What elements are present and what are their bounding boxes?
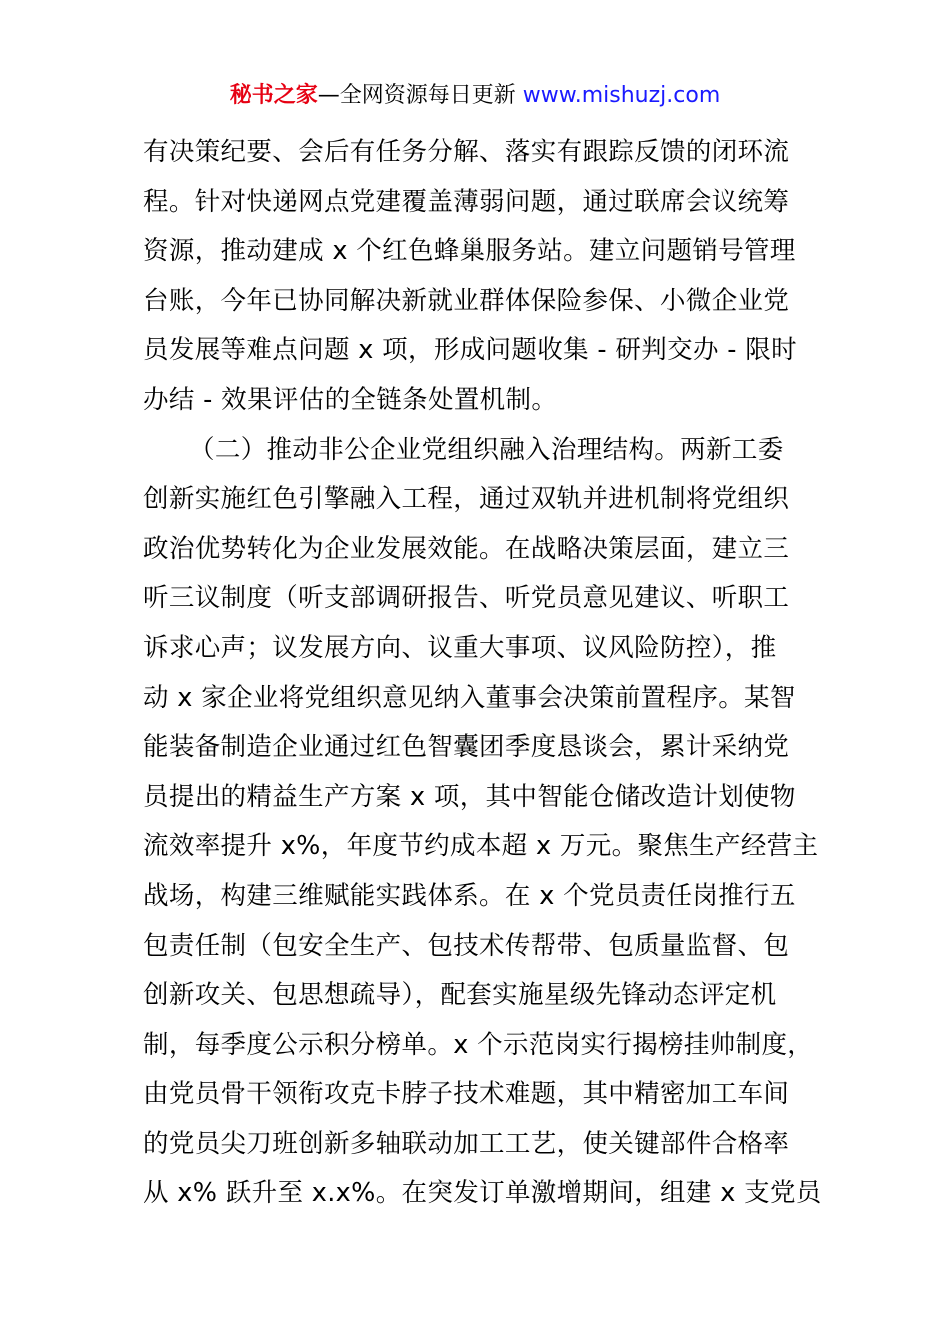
text-line: 员提出的精益生产方案 x 项，其中智能仓储改造计划使物 bbox=[143, 781, 796, 812]
text-line: 员发展等难点问题 x 项，形成问题收集 - 研判交办 - 限时 bbox=[143, 335, 797, 366]
text-line: 资源，推动建成 x 个红色蜂巢服务站。建立问题销号管理 bbox=[143, 236, 796, 267]
text-line: 台账，今年已协同解决新就业群体保险参保、小微企业党 bbox=[143, 285, 790, 316]
text-line: 从 x% 跃升至 x.x%。在突发订单激增期间，组建 x 支党员 bbox=[143, 1178, 822, 1209]
text-line: 的党员尖刀班创新多轴联动加工工艺，使关键部件合格率 bbox=[143, 1128, 790, 1159]
section-heading-line: （二）推动非公企业党组织融入治理结构。两新工委 bbox=[189, 434, 784, 465]
header-brand: 秘书之家 bbox=[229, 83, 318, 108]
text-line: 政治优势转化为企业发展效能。在战略决策层面，建立三 bbox=[143, 533, 790, 564]
text-line: 听三议制度（听支部调研报告、听党员意见建议、听职工 bbox=[143, 583, 790, 614]
text-line: 制，每季度公示积分榜单。x 个示范岗实行揭榜挂帅制度， bbox=[143, 1029, 814, 1060]
header-tagline: 全网资源每日更新 bbox=[339, 83, 523, 108]
text-line: 包责任制（包安全生产、包技术传帮带、包质量监督、包 bbox=[143, 930, 790, 961]
text-line: 能装备制造企业通过红色智囊团季度恳谈会，累计采纳党 bbox=[143, 732, 790, 763]
text-line: 程。针对快递网点党建覆盖薄弱问题，通过联席会议统筹 bbox=[143, 186, 790, 217]
text-line: 有决策纪要、会后有任务分解、落实有跟踪反馈的闭环流 bbox=[143, 137, 790, 167]
text-line: 创新攻关、包思想疏导），配套实施星级先锋动态评定机 bbox=[143, 980, 777, 1011]
header-dash: — bbox=[317, 83, 340, 108]
text-line: 动 x 家企业将党组织意见纳入董事会决策前置程序。某智 bbox=[143, 682, 796, 713]
text-line: 诉求心声；议发展方向、议重大事项、议风险防控），推 bbox=[143, 632, 777, 663]
header-url-link[interactable]: www.mishuzj.com bbox=[522, 83, 721, 108]
text-line: 战场，构建三维赋能实践体系。在 x 个党员责任岗推行五 bbox=[143, 880, 796, 911]
page-header bbox=[0, 78, 950, 114]
text-line: 创新实施红色引擎融入工程，通过双轨并进机制将党组织 bbox=[143, 484, 790, 515]
document-body bbox=[143, 128, 822, 1219]
text-line: 流效率提升 x%，年度节约成本超 x 万元。聚焦生产经营主 bbox=[143, 831, 819, 862]
text-line: 办结 - 效果评估的全链条处置机制。 bbox=[143, 384, 558, 415]
text-line: 由党员骨干领衔攻克卡脖子技术难题，其中精密加工车间 bbox=[143, 1079, 790, 1110]
